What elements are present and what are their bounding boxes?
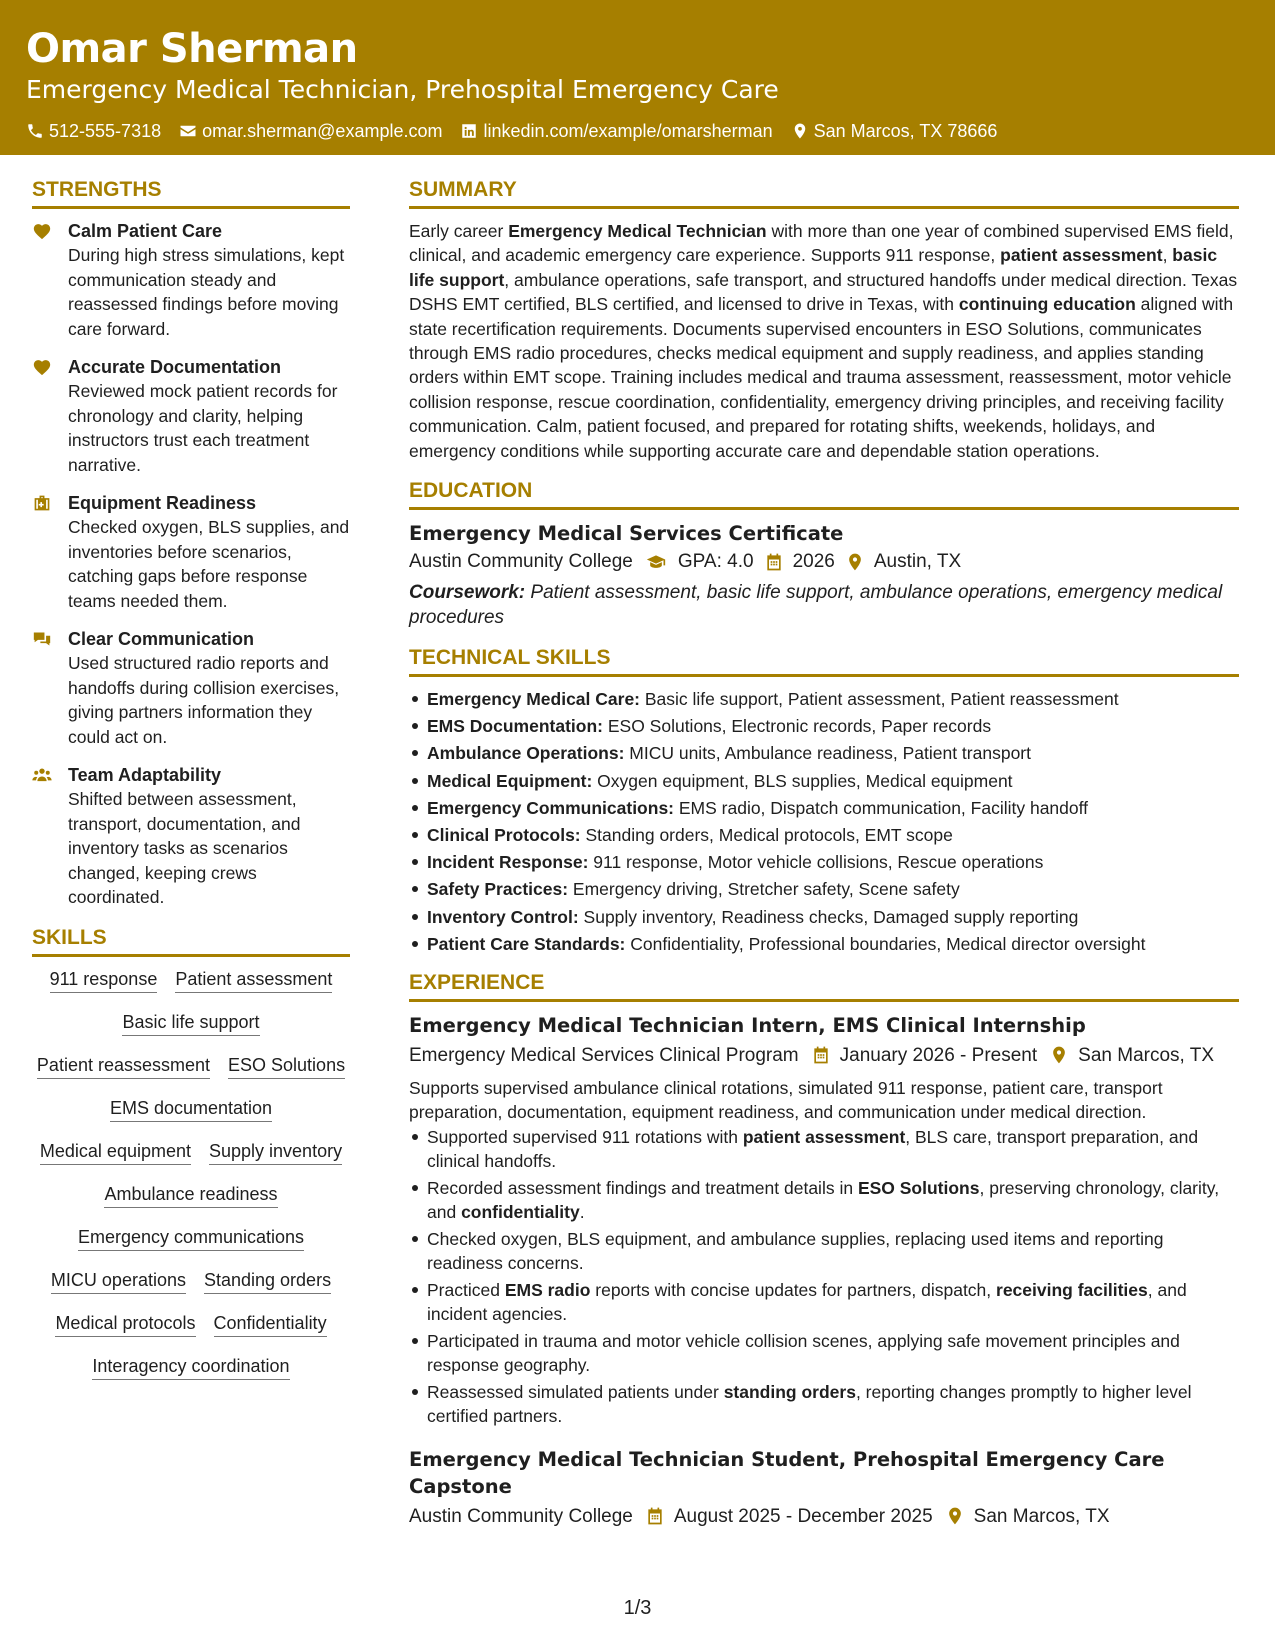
technical-skills-heading: TECHNICAL SKILLS xyxy=(409,644,1239,677)
education-meta xyxy=(409,548,1239,576)
coursework-text: Patient assessment, basic life support, ambulance operations, emergency medical procedures xyxy=(409,582,1223,629)
job-meta xyxy=(409,1504,1239,1529)
skill-tag: Emergency communications xyxy=(78,1225,304,1251)
education-gpa xyxy=(643,548,754,576)
skill-tag: 911 response xyxy=(50,967,158,993)
summary-heading: SUMMARY xyxy=(409,176,1239,209)
text-run: Checked oxygen, BLS equipment, and ambulance supplies, replacing used items and reporting readiness concerns. xyxy=(427,1228,1164,1273)
technical-skill-value: Oxygen equipment, BLS supplies, Medical equipment xyxy=(592,770,1013,791)
contact-email[interactable] xyxy=(179,119,442,143)
job-dates-text: January 2026 - Present xyxy=(839,1044,1038,1066)
technical-skill-label: Emergency Medical Care: xyxy=(427,689,641,710)
year-text: 2026 xyxy=(792,551,835,573)
gpa-text: GPA: 4.0 xyxy=(677,551,754,573)
phone-icon xyxy=(26,122,44,140)
skills-heading: SKILLS xyxy=(32,924,350,957)
text-run: continuing education xyxy=(958,294,1136,315)
calendar-icon xyxy=(811,1045,831,1065)
strengths-heading: STRENGTHS xyxy=(32,176,350,209)
skill-tag: Patient assessment xyxy=(175,967,332,993)
resume-header xyxy=(0,0,1275,155)
calendar-icon xyxy=(764,552,784,572)
text-run: Participated in trauma and motor vehicle collision scenes, applying safe movement principles and response geography. xyxy=(427,1330,1180,1375)
education-heading: EDUCATION xyxy=(409,477,1239,510)
text-run: Reassessed simulated patients under xyxy=(427,1381,724,1402)
technical-skill-label: Ambulance Operations: xyxy=(427,743,625,764)
skills-list xyxy=(32,967,350,1397)
text-run: patient assessment xyxy=(1000,245,1163,266)
linkedin-icon xyxy=(460,122,478,140)
text-run: Emergency Medical Technician xyxy=(508,221,767,241)
skill-tag: EMS documentation xyxy=(110,1096,272,1122)
strength-desc: Reviewed mock patient records for chronology and clarity, helping instructors trust each treatment narrative. xyxy=(68,381,338,475)
strength-title: Calm Patient Care xyxy=(68,221,223,241)
technical-skill-label: Medical Equipment: xyxy=(427,770,593,791)
text-run: aligned with state recertification requirements. Documents supervised encounters in ESO Solutions, communicates through EMS radio procedures, checks medical equipment and supply readiness, and applies standing orders within EMT scope. Training includes medical and trauma assessment, reassessment, motor vehicle collision response, rescue coordination, confidentiality, emergency driving principles, and receiving facility communication. Calm, patient focused, and prepared for rotating shifts, weekends, holidays, and emergency conditions while supporting accurate care and dependable station operations. xyxy=(409,294,1234,461)
graduation-cap-icon xyxy=(643,552,669,572)
candidate-name: Omar Sherman xyxy=(26,26,358,72)
heart-icon xyxy=(32,355,54,477)
technical-skill-value: Confidentiality, Professional boundaries, Medical director oversight xyxy=(625,933,1146,954)
skill-tag: Patient reassessment xyxy=(37,1053,210,1079)
edu-location-text: Austin, TX xyxy=(873,551,962,573)
strength-desc: Checked oxygen, BLS supplies, and inventories before scenarios, catching gaps before response teams needed them. xyxy=(68,517,350,611)
strength-item xyxy=(32,219,350,341)
technical-skill-item xyxy=(409,796,1239,820)
technical-skill-item xyxy=(409,905,1239,929)
skill-tag: Basic life support xyxy=(122,1010,259,1036)
job-location xyxy=(1049,1043,1214,1068)
summary-text xyxy=(409,219,1239,463)
job-dates xyxy=(645,1504,933,1529)
job-bullet xyxy=(409,1125,1239,1173)
experience-heading: EXPERIENCE xyxy=(409,969,1239,1002)
job-org: Emergency Medical Services Clinical Program xyxy=(409,1044,799,1066)
email-text: omar.sherman@example.com xyxy=(202,121,443,141)
text-run: standing orders xyxy=(723,1381,856,1402)
technical-skill-item xyxy=(409,850,1239,874)
left-column xyxy=(32,176,350,1397)
map-pin-icon xyxy=(845,552,865,572)
education-school: Austin Community College xyxy=(409,551,633,573)
job-bullet xyxy=(409,1278,1239,1326)
technical-skill-label: Patient Care Standards: xyxy=(427,933,626,954)
technical-skill-value: Standing orders, Medical protocols, EMT scope xyxy=(580,825,953,845)
strength-desc: During high stress simulations, kept communication steady and reassessed findings before moving care forward. xyxy=(68,245,345,339)
strength-title: Team Adaptability xyxy=(68,765,222,785)
technical-skill-value: ESO Solutions, Electronic records, Paper records xyxy=(602,716,992,737)
job-bullet xyxy=(409,1227,1239,1275)
technical-skill-item xyxy=(409,932,1239,956)
text-run: EMS radio xyxy=(504,1279,591,1300)
technical-skill-value: Supply inventory, Readiness checks, Damaged supply reporting xyxy=(578,906,1079,927)
job-dates xyxy=(811,1043,1038,1068)
right-column xyxy=(409,176,1239,1547)
job-title: Emergency Medical Technician Student, Prehospital Emergency Care Capstone xyxy=(409,1447,1165,1498)
job-bullets xyxy=(409,1125,1239,1428)
heart-icon xyxy=(32,219,54,341)
job-bullet xyxy=(409,1380,1239,1428)
job-description: Supports supervised ambulance clinical rotations, simulated 911 response, patient care, transport preparation, documentation, equipment readiness, and communication under medical direction. xyxy=(409,1077,1163,1123)
experience-item xyxy=(409,1012,1239,1428)
text-run: basic life support xyxy=(409,245,1218,290)
technical-skill-label: Incident Response: xyxy=(427,852,589,873)
strength-item xyxy=(32,763,350,910)
text-run: with more than one year of combined supervised EMS field, clinical, and academic emergency care experience. Supports 911 response, xyxy=(409,221,1234,266)
education-coursework xyxy=(409,580,1239,630)
technical-skill-value: EMS radio, Dispatch communication, Facility handoff xyxy=(674,797,1089,818)
skill-tag: Standing orders xyxy=(204,1268,331,1294)
job-meta xyxy=(409,1043,1239,1068)
technical-skill-label: EMS Documentation: xyxy=(427,716,603,737)
experience-list xyxy=(409,1012,1239,1529)
strength-item xyxy=(32,627,350,749)
text-run: Recorded assessment findings and treatment details in xyxy=(427,1177,858,1198)
phone-text: 512-555-7318 xyxy=(49,121,162,141)
text-run: Supported supervised 911 rotations with xyxy=(427,1126,743,1147)
education-year xyxy=(764,548,835,576)
technical-skill-value: Emergency driving, Stretcher safety, Scene safety xyxy=(568,879,960,900)
strength-desc: Used structured radio reports and handoffs during collision exercises, giving partners information they could act on. xyxy=(68,653,340,747)
skill-tag: Confidentiality xyxy=(214,1311,327,1337)
technical-skill-label: Inventory Control: xyxy=(427,906,579,927)
skill-tag: Supply inventory xyxy=(209,1139,342,1165)
text-run: confidentiality xyxy=(461,1201,580,1222)
location-text: San Marcos, TX 78666 xyxy=(813,121,998,141)
text-run: receiving facilities xyxy=(996,1279,1148,1300)
technical-skill-item xyxy=(409,741,1239,765)
technical-skill-label: Clinical Protocols: xyxy=(427,825,581,845)
text-run: , ambulance operations, safe transport, and structured handoffs under medical direction. Texas DSHS EMT certified, BLS certified, and licensed to drive in Texas, with xyxy=(409,269,1238,315)
technical-skill-item xyxy=(409,877,1239,901)
calendar-icon xyxy=(645,1506,665,1526)
job-org: Austin Community College xyxy=(409,1505,633,1527)
map-pin-icon xyxy=(791,122,809,140)
text-run: , BLS care, transport preparation, and clinical handoffs. xyxy=(427,1126,1199,1171)
skill-tag: Medical equipment xyxy=(40,1139,191,1165)
linkedin-text: linkedin.com/example/omarsherman xyxy=(483,121,773,141)
map-pin-icon xyxy=(1049,1045,1069,1065)
technical-skill-label: Emergency Communications: xyxy=(427,797,674,818)
strength-title: Clear Communication xyxy=(68,629,255,649)
text-run: . xyxy=(579,1201,585,1222)
job-dates-text: August 2025 - December 2025 xyxy=(673,1505,933,1527)
skill-tag: Ambulance readiness xyxy=(104,1182,277,1208)
coursework-label: Coursework: xyxy=(409,582,526,604)
text-run: ESO Solutions xyxy=(857,1177,980,1198)
experience-item xyxy=(409,1446,1239,1529)
job-title: Emergency Medical Technician Intern, EMS Clinical Internship xyxy=(409,1013,1086,1037)
job-location xyxy=(945,1504,1110,1529)
strength-item xyxy=(32,355,350,477)
skill-tag: ESO Solutions xyxy=(228,1053,345,1079)
technical-skill-item xyxy=(409,823,1239,847)
technical-skill-item xyxy=(409,769,1239,793)
contact-bar xyxy=(26,119,1275,143)
strength-title: Accurate Documentation xyxy=(68,357,282,377)
strength-title: Equipment Readiness xyxy=(68,493,257,513)
job-bullet xyxy=(409,1329,1239,1377)
technical-skill-item xyxy=(409,714,1239,738)
text-run: Practiced xyxy=(427,1279,505,1300)
text-run: patient assessment xyxy=(742,1126,906,1147)
medkit-icon xyxy=(32,491,54,613)
comments-icon xyxy=(32,627,54,749)
strength-item xyxy=(32,491,350,613)
education-location xyxy=(845,548,961,576)
text-run: Early career xyxy=(409,221,509,241)
education-degree: Emergency Medical Services Certificate xyxy=(409,522,844,546)
job-location-text: San Marcos, TX xyxy=(973,1505,1110,1527)
text-run: , preserving chronology, clarity, and xyxy=(427,1177,1220,1222)
skill-tag: MICU operations xyxy=(51,1268,186,1294)
job-bullet xyxy=(409,1176,1239,1224)
text-run: , xyxy=(1162,245,1173,266)
skill-tag: Medical protocols xyxy=(55,1311,195,1337)
contact-linkedin[interactable] xyxy=(460,119,772,143)
technical-skill-value: Basic life support, Patient assessment, Patient reassessment xyxy=(640,689,1119,710)
technical-skill-label: Safety Practices: xyxy=(427,879,569,900)
technical-skills-list xyxy=(409,687,1239,956)
contact-location xyxy=(791,119,998,143)
candidate-title: Emergency Medical Technician, Prehospital Emergency Care xyxy=(26,75,779,104)
technical-skill-item xyxy=(409,687,1239,711)
text-run: reports with concise updates for partners, dispatch, xyxy=(590,1279,997,1300)
text-run: , and incident agencies. xyxy=(427,1279,1187,1324)
job-location-text: San Marcos, TX xyxy=(1078,1044,1215,1066)
skill-tag: Interagency coordination xyxy=(92,1354,289,1380)
page-number: 1/3 xyxy=(623,1597,652,1619)
technical-skill-value: MICU units, Ambulance readiness, Patient transport xyxy=(624,743,1031,764)
text-run: , reporting changes promptly to higher level certified partners. xyxy=(427,1381,1192,1426)
contact-phone[interactable] xyxy=(26,119,161,143)
technical-skill-value: 911 response, Motor vehicle collisions, Rescue operations xyxy=(588,852,1044,873)
envelope-icon xyxy=(179,122,197,140)
strengths-list xyxy=(32,219,350,910)
map-pin-icon xyxy=(945,1506,965,1526)
strength-desc: Shifted between assessment, transport, documentation, and inventory tasks as scenarios changed, keeping crews coordinated. xyxy=(68,789,301,907)
users-icon xyxy=(32,763,54,910)
